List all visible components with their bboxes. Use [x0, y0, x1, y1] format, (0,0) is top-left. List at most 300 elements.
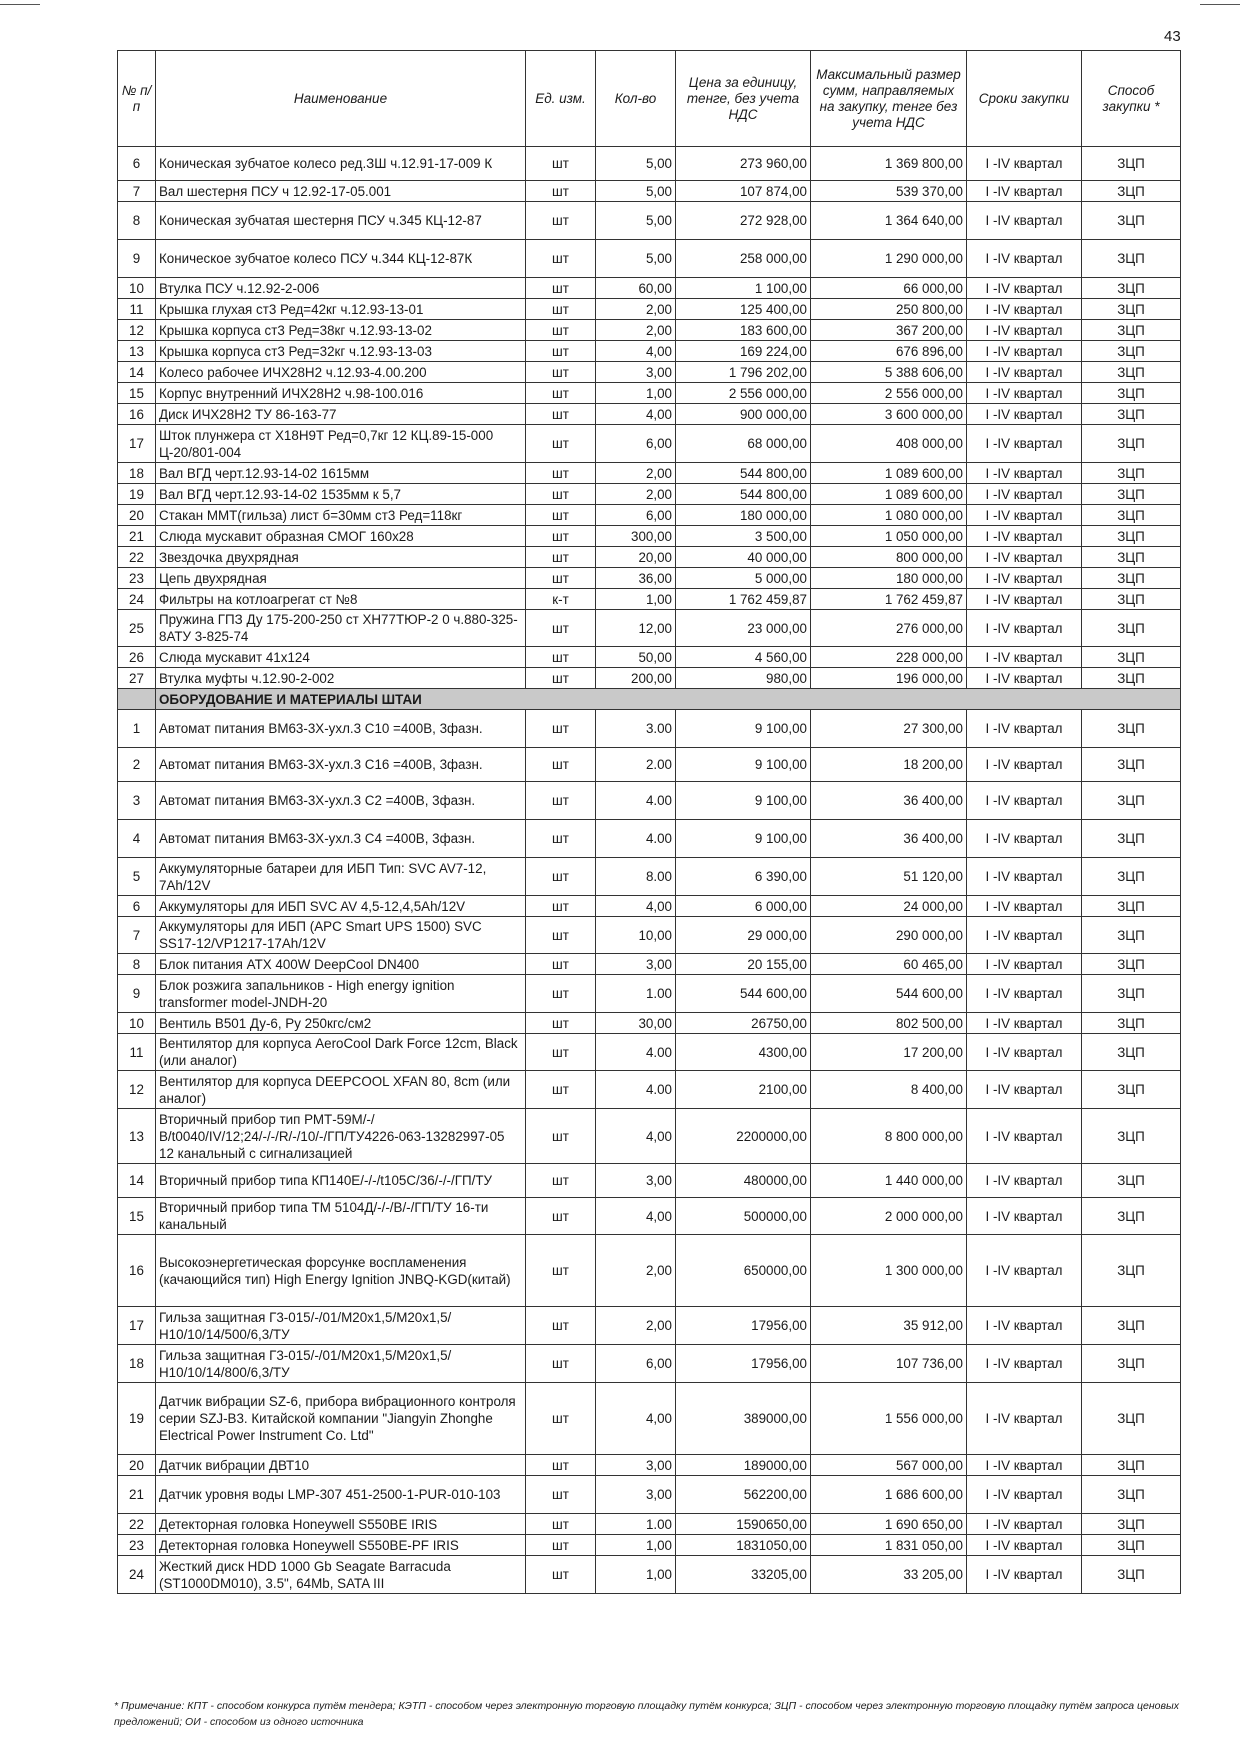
table-row — [118, 748, 1181, 782]
method-cell: ЗЦП — [1082, 202, 1181, 240]
unit-cell: шт — [526, 917, 596, 954]
table-row — [118, 181, 1181, 202]
table-row — [118, 917, 1181, 954]
method-cell: ЗЦП — [1082, 147, 1181, 181]
item-name-cell: Звездочка двухрядная — [156, 547, 526, 568]
item-name-cell: Слюда мускавит 41х124 — [156, 647, 526, 668]
term-cell: I -IV квартал — [967, 1383, 1082, 1455]
quantity-cell: 5,00 — [596, 147, 676, 181]
unit-cell: шт — [526, 1034, 596, 1071]
unit-price-cell: 29 000,00 — [676, 917, 811, 954]
method-cell: ЗЦП — [1082, 383, 1181, 404]
row-num-cell: 21 — [118, 526, 156, 547]
max-sum-cell: 107 736,00 — [811, 1345, 967, 1383]
term-cell: I -IV квартал — [967, 647, 1082, 668]
row-num-cell: 15 — [118, 1198, 156, 1235]
unit-price-cell: 2200000,00 — [676, 1109, 811, 1164]
quantity-cell: 200,00 — [596, 668, 676, 689]
table-row — [118, 1109, 1181, 1164]
row-num-cell: 20 — [118, 505, 156, 526]
table-row — [118, 954, 1181, 975]
unit-price-cell: 1 796 202,00 — [676, 362, 811, 383]
table-row — [118, 320, 1181, 341]
row-num-cell: 6 — [118, 147, 156, 181]
row-num-cell: 20 — [118, 1455, 156, 1476]
term-cell: I -IV квартал — [967, 1198, 1082, 1235]
term-cell: I -IV квартал — [967, 710, 1082, 748]
unit-price-cell: 562200,00 — [676, 1476, 811, 1514]
quantity-cell: 20,00 — [596, 547, 676, 568]
unit-cell: шт — [526, 610, 596, 647]
item-name-cell: Слюда мускавит образная СМОГ 160х28 — [156, 526, 526, 547]
table-row — [118, 404, 1181, 425]
term-cell: I -IV квартал — [967, 147, 1082, 181]
quantity-cell: 4,00 — [596, 1109, 676, 1164]
table-row — [118, 647, 1181, 668]
term-cell: I -IV квартал — [967, 975, 1082, 1013]
unit-price-cell: 17956,00 — [676, 1307, 811, 1345]
item-name-cell: Блок питания ATX 400W DeepCool DN400 — [156, 954, 526, 975]
unit-price-cell: 1831050,00 — [676, 1535, 811, 1556]
item-name-cell: Вентиль В501 Ду-6, Ру 250кгс/см2 — [156, 1013, 526, 1034]
item-name-cell: Крышка корпуса ст3 Ред=32кг ч.12.93-13-03 — [156, 341, 526, 362]
term-cell: I -IV квартал — [967, 668, 1082, 689]
method-cell: ЗЦП — [1082, 505, 1181, 526]
max-sum-cell: 276 000,00 — [811, 610, 967, 647]
quantity-cell: 3,00 — [596, 362, 676, 383]
max-sum-cell: 24 000,00 — [811, 896, 967, 917]
table-body-parts — [118, 147, 1181, 689]
row-num-cell: 18 — [118, 1345, 156, 1383]
method-cell: ЗЦП — [1082, 1345, 1181, 1383]
row-num-cell: 12 — [118, 1071, 156, 1109]
unit-price-cell: 6 390,00 — [676, 858, 811, 896]
row-num-cell: 4 — [118, 820, 156, 858]
method-cell: ЗЦП — [1082, 568, 1181, 589]
unit-price-cell: 26750,00 — [676, 1013, 811, 1034]
quantity-cell: 3,00 — [596, 954, 676, 975]
unit-price-cell: 5 000,00 — [676, 568, 811, 589]
table-row — [118, 589, 1181, 610]
table-row — [118, 1514, 1181, 1535]
unit-cell: шт — [526, 1455, 596, 1476]
table-row — [118, 1345, 1181, 1383]
unit-cell: шт — [526, 547, 596, 568]
unit-cell: шт — [526, 320, 596, 341]
unit-cell: шт — [526, 341, 596, 362]
item-name-cell: Втулка муфты ч.12.90-2-002 — [156, 668, 526, 689]
table-row — [118, 1535, 1181, 1556]
quantity-cell: 3,00 — [596, 1164, 676, 1198]
unit-price-cell: 20 155,00 — [676, 954, 811, 975]
quantity-cell: 1.00 — [596, 975, 676, 1013]
table-row — [118, 1034, 1181, 1071]
method-cell: ЗЦП — [1082, 1109, 1181, 1164]
header-num: № п/п — [118, 51, 156, 147]
quantity-cell: 300,00 — [596, 526, 676, 547]
max-sum-cell: 567 000,00 — [811, 1455, 967, 1476]
quantity-cell: 2,00 — [596, 1235, 676, 1307]
unit-price-cell: 3 500,00 — [676, 526, 811, 547]
unit-cell: шт — [526, 1307, 596, 1345]
row-num-cell: 22 — [118, 547, 156, 568]
item-name-cell: Коническая зубчатая шестерня ПСУ ч.345 КЦ-12-87 — [156, 202, 526, 240]
header-method: Способ закупки * — [1082, 51, 1181, 147]
quantity-cell: 4,00 — [596, 1198, 676, 1235]
table-row — [118, 299, 1181, 320]
max-sum-cell: 1 369 800,00 — [811, 147, 967, 181]
max-sum-cell: 1 080 000,00 — [811, 505, 967, 526]
quantity-cell: 1,00 — [596, 1556, 676, 1594]
max-sum-cell: 1 556 000,00 — [811, 1383, 967, 1455]
table-row — [118, 1476, 1181, 1514]
unit-price-cell: 500000,00 — [676, 1198, 811, 1235]
unit-cell: шт — [526, 975, 596, 1013]
section-row — [118, 689, 1181, 710]
max-sum-cell: 66 000,00 — [811, 278, 967, 299]
quantity-cell: 3,00 — [596, 1455, 676, 1476]
row-num-cell: 8 — [118, 202, 156, 240]
unit-cell: шт — [526, 568, 596, 589]
method-cell: ЗЦП — [1082, 240, 1181, 278]
method-cell: ЗЦП — [1082, 547, 1181, 568]
item-name-cell: Гильза защитная Г3-015/-/01/М20х1,5/М20х1,5/Н10/10/14/500/6,3/ТУ — [156, 1307, 526, 1345]
procurement-table — [117, 50, 1181, 1594]
quantity-cell: 2,00 — [596, 320, 676, 341]
item-name-cell: Вал ВГД черт.12.93-14-02 1535мм к 5,7 — [156, 484, 526, 505]
item-name-cell: Цепь двухрядная — [156, 568, 526, 589]
unit-price-cell: 23 000,00 — [676, 610, 811, 647]
unit-cell: шт — [526, 858, 596, 896]
quantity-cell: 1.00 — [596, 1514, 676, 1535]
row-num-cell: 7 — [118, 181, 156, 202]
row-num-cell: 24 — [118, 589, 156, 610]
row-num-cell: 23 — [118, 1535, 156, 1556]
quantity-cell: 2,00 — [596, 299, 676, 320]
max-sum-cell: 1 440 000,00 — [811, 1164, 967, 1198]
quantity-cell: 30,00 — [596, 1013, 676, 1034]
unit-price-cell: 544 600,00 — [676, 975, 811, 1013]
term-cell: I -IV квартал — [967, 362, 1082, 383]
method-cell: ЗЦП — [1082, 1514, 1181, 1535]
term-cell: I -IV квартал — [967, 589, 1082, 610]
term-cell: I -IV квартал — [967, 917, 1082, 954]
quantity-cell: 3,00 — [596, 1476, 676, 1514]
item-name-cell: Вторичный прибор тип РМТ-59М/-/В/t0040/IV/12;24/-/-/R/-/10/-/ГП/ТУ4226-063-13282997-05 12 канальный с сигнализацией — [156, 1109, 526, 1164]
max-sum-cell: 802 500,00 — [811, 1013, 967, 1034]
quantity-cell: 3.00 — [596, 710, 676, 748]
term-cell: I -IV квартал — [967, 484, 1082, 505]
header-unit: Ед. изм. — [526, 51, 596, 147]
row-num-cell: 19 — [118, 1383, 156, 1455]
item-name-cell: Датчик уровня воды LMP-307 451-2500-1-PUR-010-103 — [156, 1476, 526, 1514]
row-num-cell: 15 — [118, 383, 156, 404]
max-sum-cell: 1 686 600,00 — [811, 1476, 967, 1514]
row-num-cell: 9 — [118, 240, 156, 278]
unit-price-cell: 2100,00 — [676, 1071, 811, 1109]
max-sum-cell: 35 912,00 — [811, 1307, 967, 1345]
quantity-cell: 1,00 — [596, 383, 676, 404]
max-sum-cell: 800 000,00 — [811, 547, 967, 568]
row-num-cell: 19 — [118, 484, 156, 505]
unit-cell: шт — [526, 383, 596, 404]
row-num-cell: 17 — [118, 425, 156, 463]
max-sum-cell: 60 465,00 — [811, 954, 967, 975]
table-row — [118, 1455, 1181, 1476]
item-name-cell: Вал шестерня ПСУ ч 12.92-17-05.001 — [156, 181, 526, 202]
unit-cell: шт — [526, 181, 596, 202]
item-name-cell: Жесткий диск HDD 1000 Gb Seagate Barracuda (ST1000DM010), 3.5", 64Mb, SATA III — [156, 1556, 526, 1594]
unit-cell: шт — [526, 1535, 596, 1556]
row-num-cell: 24 — [118, 1556, 156, 1594]
unit-price-cell: 33205,00 — [676, 1556, 811, 1594]
method-cell: ЗЦП — [1082, 710, 1181, 748]
quantity-cell: 4.00 — [596, 1071, 676, 1109]
method-cell: ЗЦП — [1082, 589, 1181, 610]
term-cell: I -IV квартал — [967, 1307, 1082, 1345]
method-cell: ЗЦП — [1082, 341, 1181, 362]
quantity-cell: 6,00 — [596, 505, 676, 526]
table-row — [118, 710, 1181, 748]
method-cell: ЗЦП — [1082, 362, 1181, 383]
table-row — [118, 858, 1181, 896]
item-name-cell: Блок розжига запальников - High energy ignition transformer model-JNDH-20 — [156, 975, 526, 1013]
item-name-cell: Диск ИЧХ28Н2 ТУ 86-163-77 — [156, 404, 526, 425]
method-cell: ЗЦП — [1082, 896, 1181, 917]
unit-price-cell: 4 560,00 — [676, 647, 811, 668]
max-sum-cell: 17 200,00 — [811, 1034, 967, 1071]
term-cell: I -IV квартал — [967, 858, 1082, 896]
max-sum-cell: 676 896,00 — [811, 341, 967, 362]
quantity-cell: 1,00 — [596, 1535, 676, 1556]
max-sum-cell: 180 000,00 — [811, 568, 967, 589]
term-cell: I -IV квартал — [967, 568, 1082, 589]
table-row — [118, 526, 1181, 547]
row-num-cell: 2 — [118, 748, 156, 782]
item-name-cell: Втулка ПСУ ч.12.92-2-006 — [156, 278, 526, 299]
row-num-cell: 21 — [118, 1476, 156, 1514]
unit-cell: шт — [526, 147, 596, 181]
table-row — [118, 782, 1181, 820]
unit-cell: шт — [526, 484, 596, 505]
section-title: ОБОРУДОВАНИЕ И МАТЕРИАЛЫ ШТАИ — [156, 689, 1181, 710]
max-sum-cell: 1 690 650,00 — [811, 1514, 967, 1535]
unit-price-cell: 544 800,00 — [676, 484, 811, 505]
unit-price-cell: 9 100,00 — [676, 782, 811, 820]
term-cell: I -IV квартал — [967, 782, 1082, 820]
table-row — [118, 896, 1181, 917]
table-row — [118, 1383, 1181, 1455]
method-cell: ЗЦП — [1082, 278, 1181, 299]
unit-price-cell: 183 600,00 — [676, 320, 811, 341]
row-num-cell: 5 — [118, 858, 156, 896]
max-sum-cell: 539 370,00 — [811, 181, 967, 202]
table-row — [118, 668, 1181, 689]
item-name-cell: Детекторная головка Honeywell S550BE-PF IRIS — [156, 1535, 526, 1556]
term-cell: I -IV квартал — [967, 278, 1082, 299]
max-sum-cell: 18 200,00 — [811, 748, 967, 782]
unit-price-cell: 6 000,00 — [676, 896, 811, 917]
item-name-cell: Автомат питания ВМ63-3Х-ухл.3 С10 =400В, 3фазн. — [156, 710, 526, 748]
table-row — [118, 484, 1181, 505]
table-row — [118, 1307, 1181, 1345]
item-name-cell: Аккумуляторы для ИБП SVC AV 4,5-12,4,5Ah/12V — [156, 896, 526, 917]
method-cell: ЗЦП — [1082, 1476, 1181, 1514]
row-num-cell: 23 — [118, 568, 156, 589]
table-row — [118, 1235, 1181, 1307]
max-sum-cell: 367 200,00 — [811, 320, 967, 341]
row-num-cell: 27 — [118, 668, 156, 689]
method-cell: ЗЦП — [1082, 1455, 1181, 1476]
method-cell: ЗЦП — [1082, 1383, 1181, 1455]
quantity-cell: 4.00 — [596, 820, 676, 858]
term-cell: I -IV квартал — [967, 748, 1082, 782]
term-cell: I -IV квартал — [967, 526, 1082, 547]
row-num-cell: 17 — [118, 1307, 156, 1345]
unit-cell: шт — [526, 1235, 596, 1307]
header-price: Цена за единицу, тенге, без учета НДС — [676, 51, 811, 147]
method-cell: ЗЦП — [1082, 299, 1181, 320]
method-cell: ЗЦП — [1082, 181, 1181, 202]
item-name-cell: Высокоэнергетическая форсунке воспламенения (качающийся тип) High Energy Ignition JNBQ-KGD(китай) — [156, 1235, 526, 1307]
term-cell: I -IV квартал — [967, 896, 1082, 917]
term-cell: I -IV квартал — [967, 1164, 1082, 1198]
item-name-cell: Датчик вибрации SZ-6, прибора вибрационного контроля серии SZJ-B3. Китайской компании "Jiangyin Zhonghe Electrical Power Instrument Co. Ltd" — [156, 1383, 526, 1455]
unit-price-cell: 9 100,00 — [676, 710, 811, 748]
unit-price-cell: 68 000,00 — [676, 425, 811, 463]
table-row — [118, 1071, 1181, 1109]
unit-price-cell: 900 000,00 — [676, 404, 811, 425]
item-name-cell: Шток плунжера ст Х18Н9Т Ред=0,7кг 12 КЦ.89-15-000 Ц-20/801-004 — [156, 425, 526, 463]
item-name-cell: Детекторная головка Honeywell S550BE IRIS — [156, 1514, 526, 1535]
unit-price-cell: 480000,00 — [676, 1164, 811, 1198]
max-sum-cell: 544 600,00 — [811, 975, 967, 1013]
row-num-cell: 10 — [118, 278, 156, 299]
term-cell: I -IV квартал — [967, 505, 1082, 526]
term-cell: I -IV квартал — [967, 1514, 1082, 1535]
term-cell: I -IV квартал — [967, 954, 1082, 975]
method-cell: ЗЦП — [1082, 820, 1181, 858]
max-sum-cell: 1 290 000,00 — [811, 240, 967, 278]
unit-cell: шт — [526, 647, 596, 668]
max-sum-cell: 1 050 000,00 — [811, 526, 967, 547]
table-body-equipment — [118, 710, 1181, 1594]
quantity-cell: 4.00 — [596, 1034, 676, 1071]
item-name-cell: Вторичный прибор типа КП140Е/-/-/t105С/36/-/-/ГП/ТУ — [156, 1164, 526, 1198]
method-cell: ЗЦП — [1082, 1556, 1181, 1594]
max-sum-cell: 196 000,00 — [811, 668, 967, 689]
row-num-cell: 16 — [118, 404, 156, 425]
unit-price-cell: 1590650,00 — [676, 1514, 811, 1535]
unit-cell: шт — [526, 526, 596, 547]
row-num-cell: 6 — [118, 896, 156, 917]
method-cell: ЗЦП — [1082, 782, 1181, 820]
unit-cell: шт — [526, 1556, 596, 1594]
page-number: 43 — [1164, 28, 1181, 45]
max-sum-cell: 1 089 600,00 — [811, 463, 967, 484]
unit-price-cell: 4300,00 — [676, 1034, 811, 1071]
method-cell: ЗЦП — [1082, 425, 1181, 463]
term-cell: I -IV квартал — [967, 202, 1082, 240]
term-cell: I -IV квартал — [967, 1034, 1082, 1071]
row-num-cell: 12 — [118, 320, 156, 341]
table-row — [118, 547, 1181, 568]
max-sum-cell: 1 300 000,00 — [811, 1235, 967, 1307]
table-row — [118, 425, 1181, 463]
item-name-cell: Автомат питания ВМ63-3Х-ухл.3 С4 =400В, 3фазн. — [156, 820, 526, 858]
quantity-cell: 5,00 — [596, 181, 676, 202]
quantity-cell: 10,00 — [596, 917, 676, 954]
quantity-cell: 8.00 — [596, 858, 676, 896]
term-cell: I -IV квартал — [967, 1013, 1082, 1034]
term-cell: I -IV квартал — [967, 1535, 1082, 1556]
item-name-cell: Вентилятор для корпуса DEEPCOOL XFAN 80, 8cm (или аналог) — [156, 1071, 526, 1109]
row-num-cell: 22 — [118, 1514, 156, 1535]
item-name-cell: Гильза защитная Г3-015/-/01/М20х1,5/М20х1,5/Н10/10/14/800/6,3/ТУ — [156, 1345, 526, 1383]
method-cell: ЗЦП — [1082, 404, 1181, 425]
term-cell: I -IV квартал — [967, 820, 1082, 858]
method-cell: ЗЦП — [1082, 320, 1181, 341]
unit-cell: шт — [526, 505, 596, 526]
item-name-cell: Вторичный прибор типа ТМ 5104Д/-/-/В/-/ГП/ТУ 16-ти канальный — [156, 1198, 526, 1235]
unit-cell: шт — [526, 202, 596, 240]
quantity-cell: 4.00 — [596, 782, 676, 820]
header-max-sum: Максимальный размер сумм, направляемых на закупку, тенге без учета НДС — [811, 51, 967, 147]
row-num-cell: 25 — [118, 610, 156, 647]
row-num-cell: 11 — [118, 299, 156, 320]
unit-cell: шт — [526, 404, 596, 425]
scan-edge-mark — [1200, 4, 1240, 5]
table-row — [118, 568, 1181, 589]
term-cell: I -IV квартал — [967, 1071, 1082, 1109]
max-sum-cell: 408 000,00 — [811, 425, 967, 463]
table-row — [118, 202, 1181, 240]
quantity-cell: 4,00 — [596, 404, 676, 425]
max-sum-cell: 36 400,00 — [811, 820, 967, 858]
quantity-cell: 60,00 — [596, 278, 676, 299]
table-row — [118, 240, 1181, 278]
row-num-cell: 16 — [118, 1235, 156, 1307]
item-name-cell: Колесо рабочее ИЧХ28Н2 ч.12.93-4.00.200 — [156, 362, 526, 383]
unit-cell: шт — [526, 954, 596, 975]
unit-cell: шт — [526, 362, 596, 383]
unit-cell: шт — [526, 1071, 596, 1109]
max-sum-cell: 228 000,00 — [811, 647, 967, 668]
unit-price-cell: 189000,00 — [676, 1455, 811, 1476]
unit-price-cell: 180 000,00 — [676, 505, 811, 526]
unit-cell: к-т — [526, 589, 596, 610]
method-cell: ЗЦП — [1082, 1034, 1181, 1071]
unit-cell: шт — [526, 710, 596, 748]
row-num-cell: 9 — [118, 975, 156, 1013]
max-sum-cell: 36 400,00 — [811, 782, 967, 820]
method-cell: ЗЦП — [1082, 484, 1181, 505]
term-cell: I -IV квартал — [967, 1455, 1082, 1476]
quantity-cell: 4,00 — [596, 1383, 676, 1455]
row-num-cell: 18 — [118, 463, 156, 484]
table-row — [118, 820, 1181, 858]
unit-price-cell: 1 100,00 — [676, 278, 811, 299]
max-sum-cell: 1 364 640,00 — [811, 202, 967, 240]
header-name: Наименование — [156, 51, 526, 147]
row-num-cell: 13 — [118, 1109, 156, 1164]
table-row — [118, 610, 1181, 647]
quantity-cell: 1,00 — [596, 589, 676, 610]
unit-price-cell: 258 000,00 — [676, 240, 811, 278]
term-cell: I -IV квартал — [967, 299, 1082, 320]
row-num-cell: 3 — [118, 782, 156, 820]
term-cell: I -IV квартал — [967, 425, 1082, 463]
